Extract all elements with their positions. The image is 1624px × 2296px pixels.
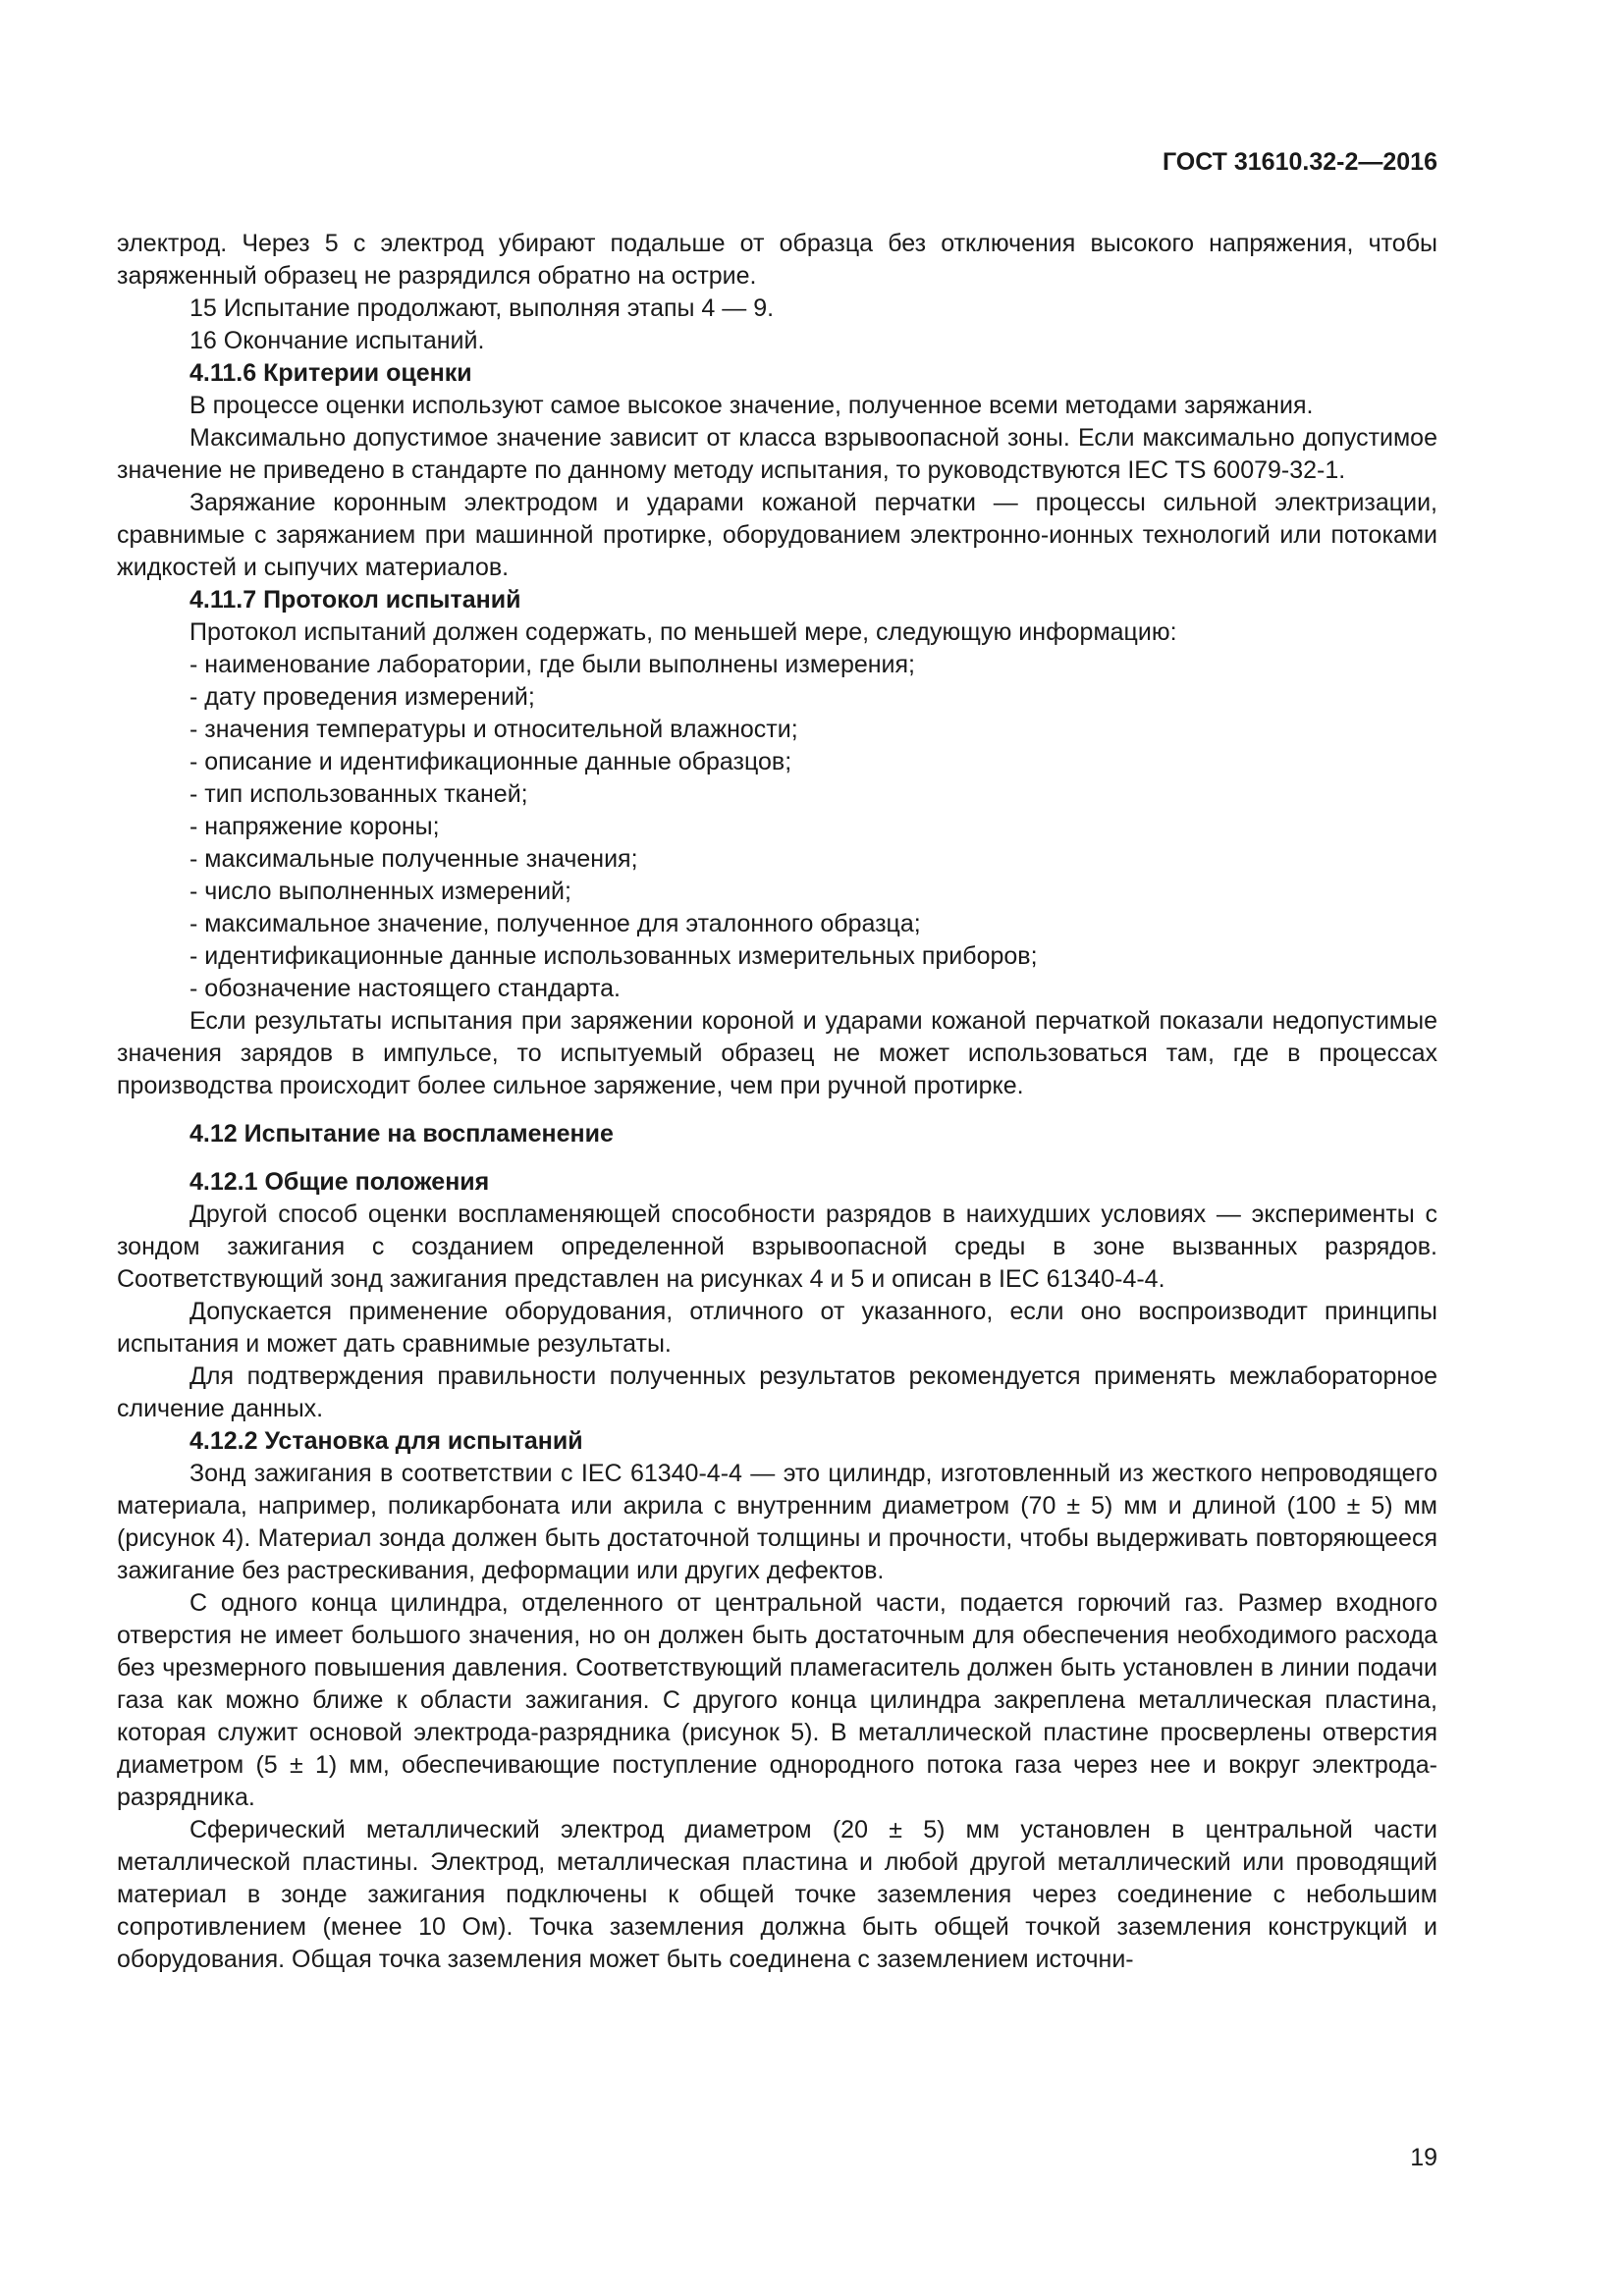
list-item: - число выполненных измерений;: [189, 878, 571, 905]
paragraph: Сферический металлический электрод диаметром (20 ± 5) мм установлен в центральной части металлической пластины. Электрод, металлическая пластина и любой другой металлический или проводящий материал в зонде зажигания подключены к общей точке заземления через соединение с небольшим сопротивлением (менее 10 Ом). Точка заземления должна быть общей точкой заземления конструкций и оборудования. Общая точка заземления может быть соединена с заземлением источни-: [117, 1816, 1437, 1973]
list-item: - напряжение короны;: [189, 813, 440, 840]
list-item: - дату проведения измерений;: [189, 683, 535, 711]
paragraph: В процессе оценки используют самое высокое значение, полученное всеми методами заряжания.: [189, 392, 1314, 419]
list-item: - значения температуры и относительной влажности;: [189, 716, 798, 743]
paragraph: Максимально допустимое значение зависит от класса взрывоопасной зоны. Если максимально допустимое значение не приведено в стандарте по данному методу испытания, то руководствуются IEC TS 60079-32-1.: [117, 424, 1437, 484]
paragraph: С одного конца цилиндра, отделенного от центральной части, подается горючий газ. Размер входного отверстия не имеет большого значения, но он должен быть достаточным для обеспечения необходимого расхода без чрезмерного повышения давления. Соответствующий пламегаситель должен быть установлен в линии подачи газа как можно ближе к области зажигания. С другого конца цилиндра закреплена металлическая пластина, которая служит основой электрода-разрядника (рисунок 5). В металлической пластине просверлены отверстия диаметром (5 ± 1) мм, обеспечивающие поступление однородного потока газа через нее и вокруг электрода-разрядника.: [117, 1589, 1437, 1811]
paragraph: Протокол испытаний должен содержать, по меньшей мере, следующую информацию:: [189, 618, 1177, 646]
heading-4-12-1: 4.12.1 Общие положения: [189, 1168, 490, 1196]
heading-4-12: 4.12 Испытание на воспламенение: [189, 1120, 614, 1148]
heading-4-11-7: 4.11.7 Протокол испытаний: [189, 586, 521, 614]
step-16: 16 Окончание испытаний.: [189, 327, 485, 354]
list-item: - описание и идентификационные данные образцов;: [189, 748, 792, 775]
paragraph: Если результаты испытания при заряжении короной и ударами кожаной перчаткой показали недопустимые значения зарядов в импульсе, то испытуемый образец не может использоваться там, где в процессах производства происходит более сильное заряжение, чем при ручной протирке.: [117, 1007, 1437, 1099]
standard-designation: ГОСТ 31610.32-2—2016: [1162, 148, 1437, 176]
list-item: - максимальное значение, полученное для эталонного образца;: [189, 910, 921, 937]
heading-4-12-2: 4.12.2 Установка для испытаний: [189, 1427, 583, 1455]
list-item: - обозначение настоящего стандарта.: [189, 975, 621, 1002]
document-body: [117, 228, 1437, 1976]
paragraph: Заряжание коронным электродом и ударами кожаной перчатки — процессы сильной электризации, сравнимые с заряжанием при машинной протирке, оборудованием электронно-ионных технологий или потоками жидкостей и сыпучих материалов.: [117, 489, 1437, 581]
paragraph: Зонд зажигания в соответствии с IEC 61340-4-4 — это цилиндр, изготовленный из жесткого непроводящего материала, например, поликарбоната или акрила с внутренним диаметром (70 ± 5) мм и длиной (100 ± 5) мм (рисунок 4). Материал зонда должен быть достаточной толщины и прочности, чтобы выдерживать повторяющееся зажигание без растрескивания, деформации или других дефектов.: [117, 1460, 1437, 1584]
paragraph-continuation: электрод. Через 5 с электрод убирают подальше от образца без отключения высокого напряжения, чтобы заряженный образец не разрядился обратно на острие.: [117, 230, 1437, 290]
step-15: 15 Испытание продолжают, выполняя этапы 4 — 9.: [189, 294, 775, 322]
heading-4-11-6: 4.11.6 Критерии оценки: [189, 359, 472, 387]
paragraph: Другой способ оценки воспламеняющей способности разрядов в наихудших условиях — эксперименты с зондом зажигания с созданием определенной взрывоопасной среды в зоне вызванных разрядов. Соответствующий зонд зажигания представлен на рисунках 4 и 5 и описан в IEC 61340-4-4.: [117, 1201, 1437, 1293]
list-item: - максимальные полученные значения;: [189, 845, 638, 873]
page-number: 19: [1410, 2144, 1437, 2171]
list-item: - тип использованных тканей;: [189, 780, 528, 808]
paragraph: Для подтверждения правильности полученных результатов рекомендуется применять межлабораторное сличение данных.: [117, 1362, 1437, 1422]
paragraph: Допускается применение оборудования, отличного от указанного, если оно воспроизводит принципы испытания и может дать сравнимые результаты.: [117, 1298, 1437, 1358]
list-item: - идентификационные данные использованных измерительных приборов;: [189, 942, 1038, 970]
list-item: - наименование лаборатории, где были выполнены измерения;: [189, 651, 916, 678]
